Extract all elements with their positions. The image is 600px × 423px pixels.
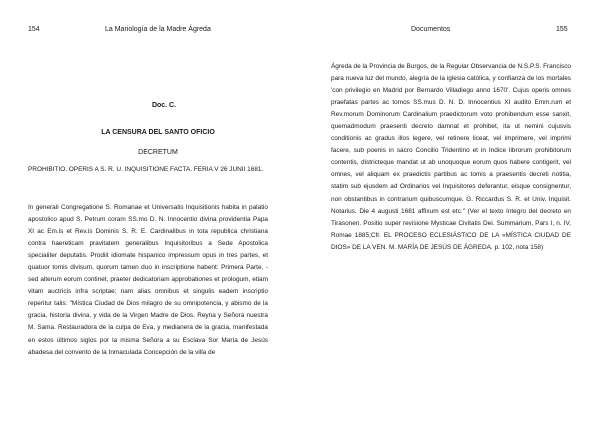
decretum-subheading: DECRETUM [138, 149, 178, 156]
right-body-text: Ágreda de la Provincia de Burgos, de la Regular Observancia de N.S.P.S. Francisco para nueva luz del mundo, alegría de la iglesia católica, y confianza de los mortales 'con privilegio en Madrid por Bernardo Villadiego anno 1670'. Cujus operis omnes praefatas partes ac tomos SS.mus D. N. D. Innocentius XI audito Emm.rum et Rev.morum Dominorum Cardinalium praedictorum voto prohibendum esse sanxit, quemadmodum praesenti decreto damnat et prohibet, ita ut nemini cujusvis conditionis ac gradus illos legere, vel retinere liceat, vel imprimere, vel imprimi facere, sub poenis in sacro Concilio Tridentino et in Indice librorum prohibitorum contentis, districteque mandat ut ab unoquoque eorum quos habere contigerit, vel omnes, vel aliquam ex praedictis partibus ac tomis a praesentis decreti notitia, statim sub ejusdem ad Ordinarios vel Inquisitores deferantur, eisque consignentur, non obstantibus in contrarium quibuscumque. G. Riccardus S. R. et Univ. Inquisit. Notarius. Die 4 augusti 1681 affixum est etc." (Ver el texto íntegro del decreto en Tirasonen. Positio super revisione Mysticae Civitatis Dei. Summarium, Pars I, n. IV, Romae 1885;Cfr. EL PROCESO ECLESIÁSTICO DE LA «MÍSTICA CIUDAD DE DIOS» DE LA VEN. M. MARÍA DE JESÚS DE ÁGREDA. p. 102, nota 158) [331, 63, 571, 251]
section-heading: LA CENSURA DEL SANTO OFICIO [101, 129, 215, 136]
left-body-text: In generali Congregatione S. Romanae et Universalis Inquisitionis habita in palatio apostolico apud S. Petrum coram SS.mo D. N. Innocentio divina providentia Papa XI ac Em.is et Rev.is Dominis S. R. E. Cardinalibus in tota republica christiana contra haereticam pravitatem generalibus Inquisitoribus a Sede Apostolica specialiter deputatis. Prodiit idiomate hispanico impressum opus in tres partes, et quatuor tomis divisum, quorum tamen duo in inscriptione habent: Primera Parte, -sed alterum eorum continet, praeter dedicatoriam approbationes et prologum, etiam vitam auctricis infra scriptae; nam alias omnibus et singulis eadem inscriptio reperitur talis: "Mística Ciudad de Dios milagro de su omnipotencia, y abismo de la gracia, historia divina, y vida de la Virgen Madre de Dios, Reyna y Señora nuestra M. Sama. Restauradora de la culpa de Eva, y medianera de la gracia, manifestada en estos últimos siglos por la misma Señora a su Esclava Sor María de Jesús abadesa del convento de la Inmaculada Concepción de la villa de [28, 204, 268, 356]
doc-label: Doc. C. [151, 102, 177, 109]
left-page-number: 154 [28, 26, 40, 33]
right-page-number: 155 [556, 26, 568, 33]
right-running-title: Documentos [411, 26, 451, 33]
right-page [300, 0, 600, 423]
left-running-title: La Mariología de la Madre Ágreda [105, 26, 211, 33]
prohibition-line: PROHIBITIO. OPERIS A S. R. U. INQUISITIONE FACTA. FERIA V 26 JUNII 1681. [28, 166, 264, 173]
